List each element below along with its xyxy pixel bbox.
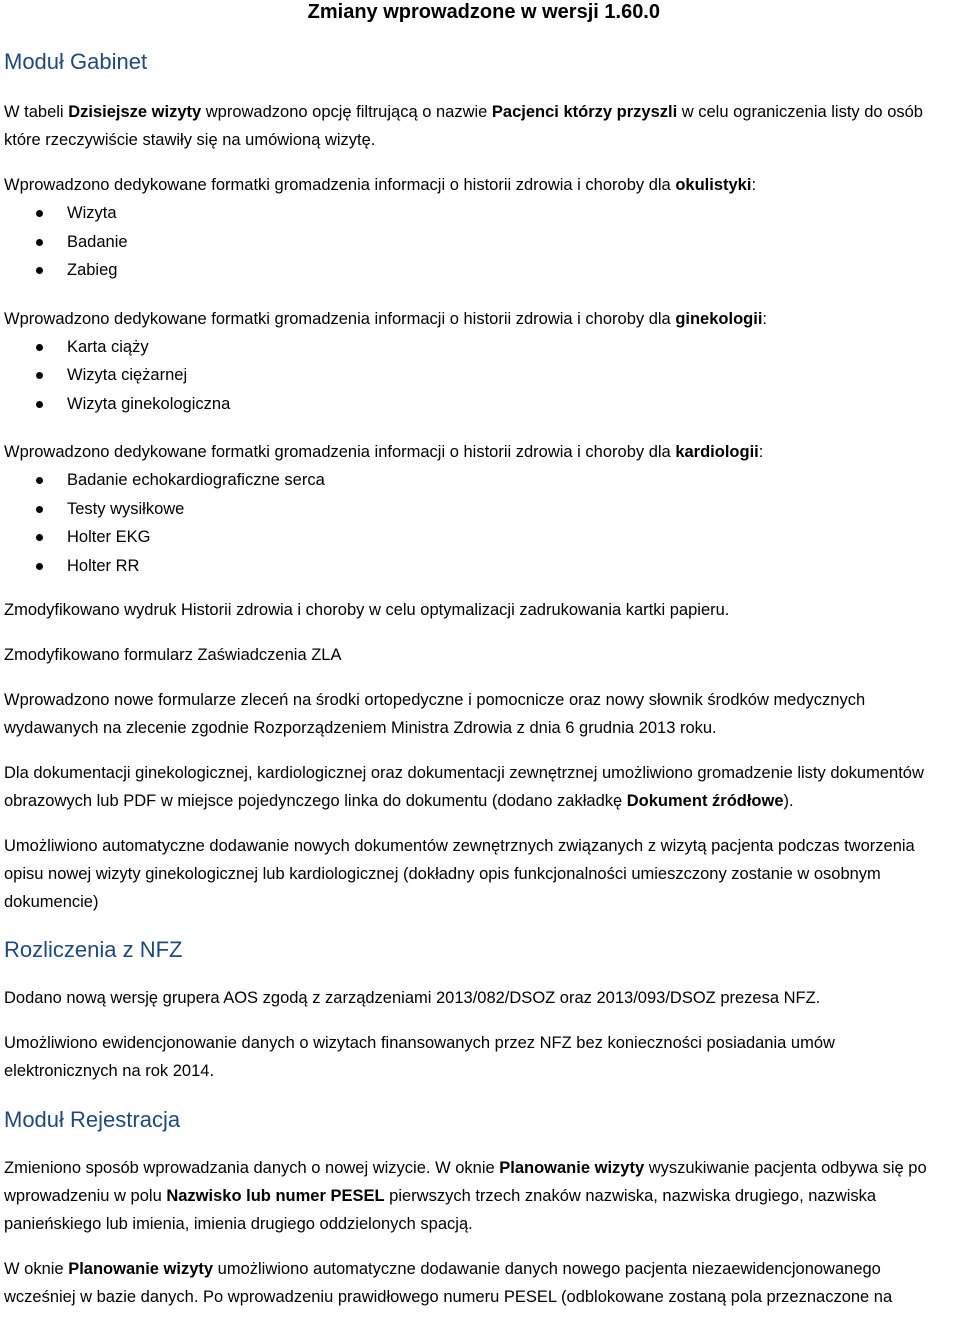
text: w celu ograniczenia listy do osób które rzeczywiście stawiły się na umówioną wizytę.: [4, 103, 923, 149]
text: :: [758, 443, 764, 461]
bold-text: Planowanie wizyty: [68, 1260, 214, 1278]
paragraph-kardiologia-intro: [4, 438, 952, 466]
paragraph-wydruk: Zmodyfikowano wydruk Historii zdrowia i choroby w celu optymalizacji zadrukowania kartki papieru.: [4, 601, 730, 619]
list-item: Wizyta ciężarnej: [4, 361, 952, 390]
list-item: Holter EKG: [4, 523, 952, 552]
section-heading-gabinet: Moduł Gabinet: [4, 49, 148, 74]
paragraph-dzisiejsze-wizyty: [4, 98, 952, 154]
text: Wprowadzono dedykowane formatki gromadzenia informacji o historii zdrowia i choroby dla: [4, 443, 676, 461]
text: Dla dokumentacji ginekologicznej, kardiologicznej oraz dokumentacji zewnętrznej umożliwiono gromadzenie listy dokumentów obrazowych lub PDF w miejsce pojedynczego linka do dokumentu (dodano zakładkę: [4, 764, 924, 810]
bold-text: Dokument źródłowe: [626, 792, 784, 810]
text: ).: [783, 792, 794, 810]
paragraph-ginekologia-intro: [4, 305, 952, 333]
section-heading-nfz: Rozliczenia z NFZ: [4, 937, 183, 962]
list-item: Testy wysiłkowe: [4, 495, 952, 524]
paragraph-ewidencjonowanie: Umożliwiono ewidencjonowanie danych o wizytach finansowanych przez NFZ bez konieczności posiadania umów elektronicznych na rok 2014.: [4, 1034, 835, 1080]
document-title: Zmiany wprowadzone w wersji 1.60.0: [307, 1, 660, 23]
text: umożliwiono automatyczne dodawanie danych nowego pacjenta niezaewidencjonowanego wcześniej w bazie danych. Po wprowadzeniu prawidłowego numeru PESEL (odblokowane zostaną pola przeznaczone na: [4, 1260, 893, 1306]
paragraph-automatyczne: Umożliwiono automatyczne dodawanie nowych dokumentów zewnętrznych związanych z wizytą pacjenta podczas tworzenia opisu nowej wizyty ginekologicznej lub kardiologicznej (dokładny opis funkcjonalności umieszczony zostanie w osobnym dokumencie): [4, 837, 915, 911]
paragraph-zla: Zmodyfikowano formularz Zaświadczenia ZLA: [4, 646, 342, 664]
paragraph-dokumentacja: [4, 759, 952, 815]
list-item: Badanie echokardiograficzne serca: [4, 466, 952, 495]
text: wyszukiwanie pacjenta odbywa się po wprowadzeniu w polu: [4, 1159, 927, 1205]
text: :: [751, 176, 757, 194]
text: Wprowadzono dedykowane formatki gromadzenia informacji o historii zdrowia i choroby dla: [4, 309, 676, 328]
paragraph-nowy-pacjent: [4, 1255, 952, 1311]
list-item: Holter RR: [4, 552, 952, 581]
bold-text: okulistyki: [675, 176, 752, 194]
section-heading-rejestracja: Moduł Rejestracja: [4, 1107, 181, 1132]
paragraph-planowanie: [4, 1154, 952, 1238]
text: pierwszych trzech znaków nazwiska, nazwiska drugiego, nazwiska panieńskiego lub imienia, imienia drugiego oddzielonych spacją.: [4, 1187, 877, 1233]
paragraph-formularze: Wprowadzono nowe formularze zleceń na środki ortopedyczne i pomocnicze oraz nowy słownik środków medycznych wydawanych na zlecenie zgodnie Rozporządzeniem Ministra Zdrowia z dnia 6 grudnia 2013 roku.: [4, 691, 866, 737]
paragraph-okulistyka-intro: [4, 171, 952, 199]
list-ginekologia: [4, 333, 952, 419]
text: :: [762, 309, 767, 328]
text: Zmieniono sposób wprowadzania danych o nowej wizycie. W oknie: [4, 1159, 500, 1177]
list-item: Karta ciąży: [4, 333, 952, 362]
list-item: Zabieg: [4, 256, 952, 285]
text: wprowadzono opcję filtrującą o nazwie: [201, 103, 492, 121]
list-item: Wizyta: [4, 199, 952, 228]
text: Wprowadzono dedykowane formatki gromadzenia informacji o historii zdrowia i choroby dla: [4, 176, 676, 194]
paragraph-grupera: Dodano nową wersję grupera AOS zgodą z zarządzeniami 2013/082/DSOZ oraz 2013/093/DSOZ prezesa NFZ.: [4, 989, 821, 1007]
list-kardiologia: [4, 466, 952, 580]
bold-text: Nazwisko lub numer PESEL: [166, 1187, 385, 1205]
list-item: Wizyta ginekologiczna: [4, 390, 952, 419]
bold-text: kardiologii: [675, 443, 759, 461]
bold-text: Dzisiejsze wizyty: [68, 103, 202, 121]
document-body: [4, 48, 952, 1311]
bold-text: ginekologii: [675, 309, 763, 328]
list-okulistyka: [4, 199, 952, 285]
bold-text: Planowanie wizyty: [499, 1159, 645, 1177]
bold-text: Pacjenci którzy przyszli: [491, 103, 678, 121]
text: W tabeli: [4, 103, 69, 121]
list-item: Badanie: [4, 228, 952, 257]
text: W oknie: [4, 1260, 69, 1278]
